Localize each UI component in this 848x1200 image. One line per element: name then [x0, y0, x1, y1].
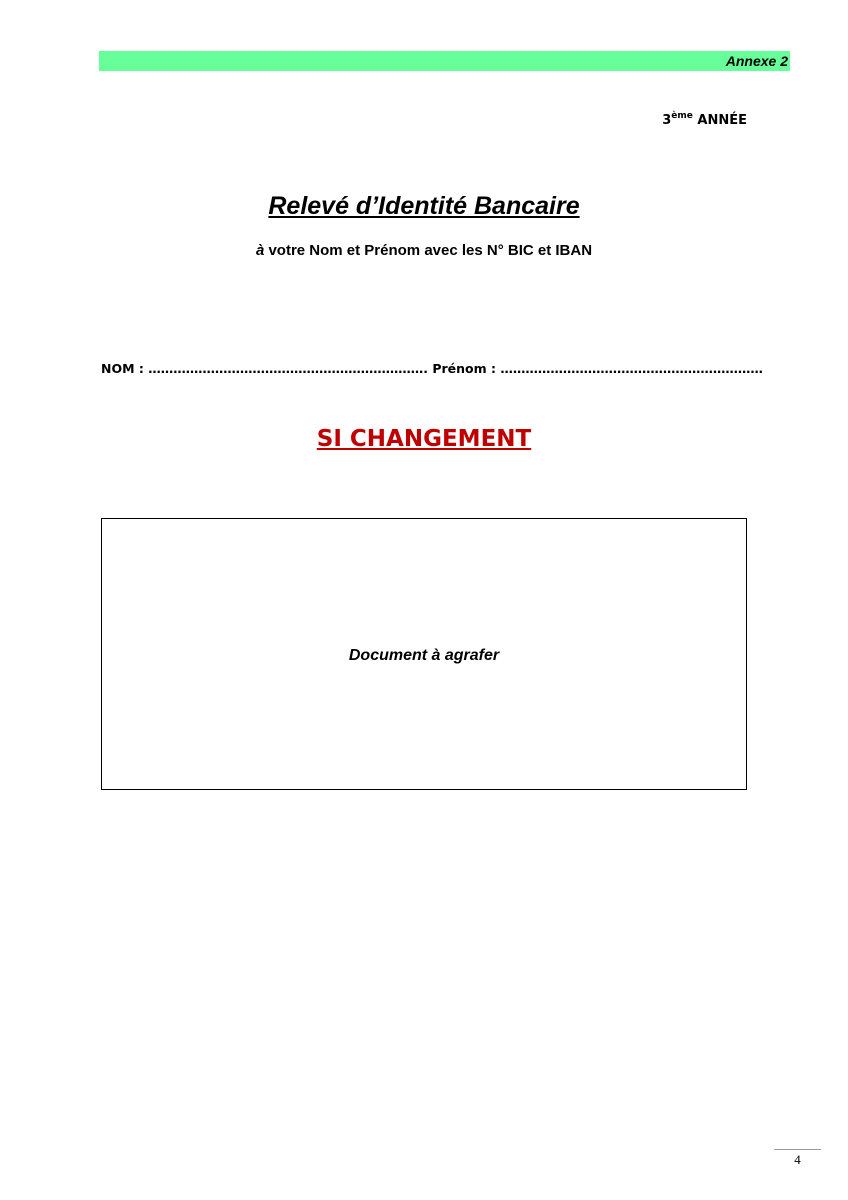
document-subtitle [0, 241, 848, 261]
prenom-field-dots: ……………………………………………………… [500, 361, 763, 376]
subtitle-rest: votre Nom et Prénom avec les N° BIC et IBAN [264, 242, 593, 259]
subtitle-lead: à [255, 242, 265, 259]
staple-document-box [101, 518, 747, 790]
staple-instruction: Document à agrafer [348, 647, 500, 664]
name-fill-line [101, 360, 763, 378]
change-heading: SI CHANGEMENT [316, 426, 532, 452]
year-number: 3 [662, 113, 672, 128]
year-word: ANNÉE [697, 113, 747, 128]
page-number: 4 [794, 1152, 801, 1167]
annex-header-band [99, 51, 790, 71]
year-suffix: ème [671, 111, 693, 121]
year-label [662, 112, 747, 130]
document-title: Relevé d’Identité Bancaire [268, 192, 580, 220]
nom-label: NOM : [101, 361, 149, 376]
footer-divider [774, 1149, 821, 1150]
annex-label: Annexe 2 [725, 53, 788, 69]
nom-field-dots: …………………………………………………………. [148, 361, 433, 376]
prenom-label: Prénom : [432, 361, 501, 376]
